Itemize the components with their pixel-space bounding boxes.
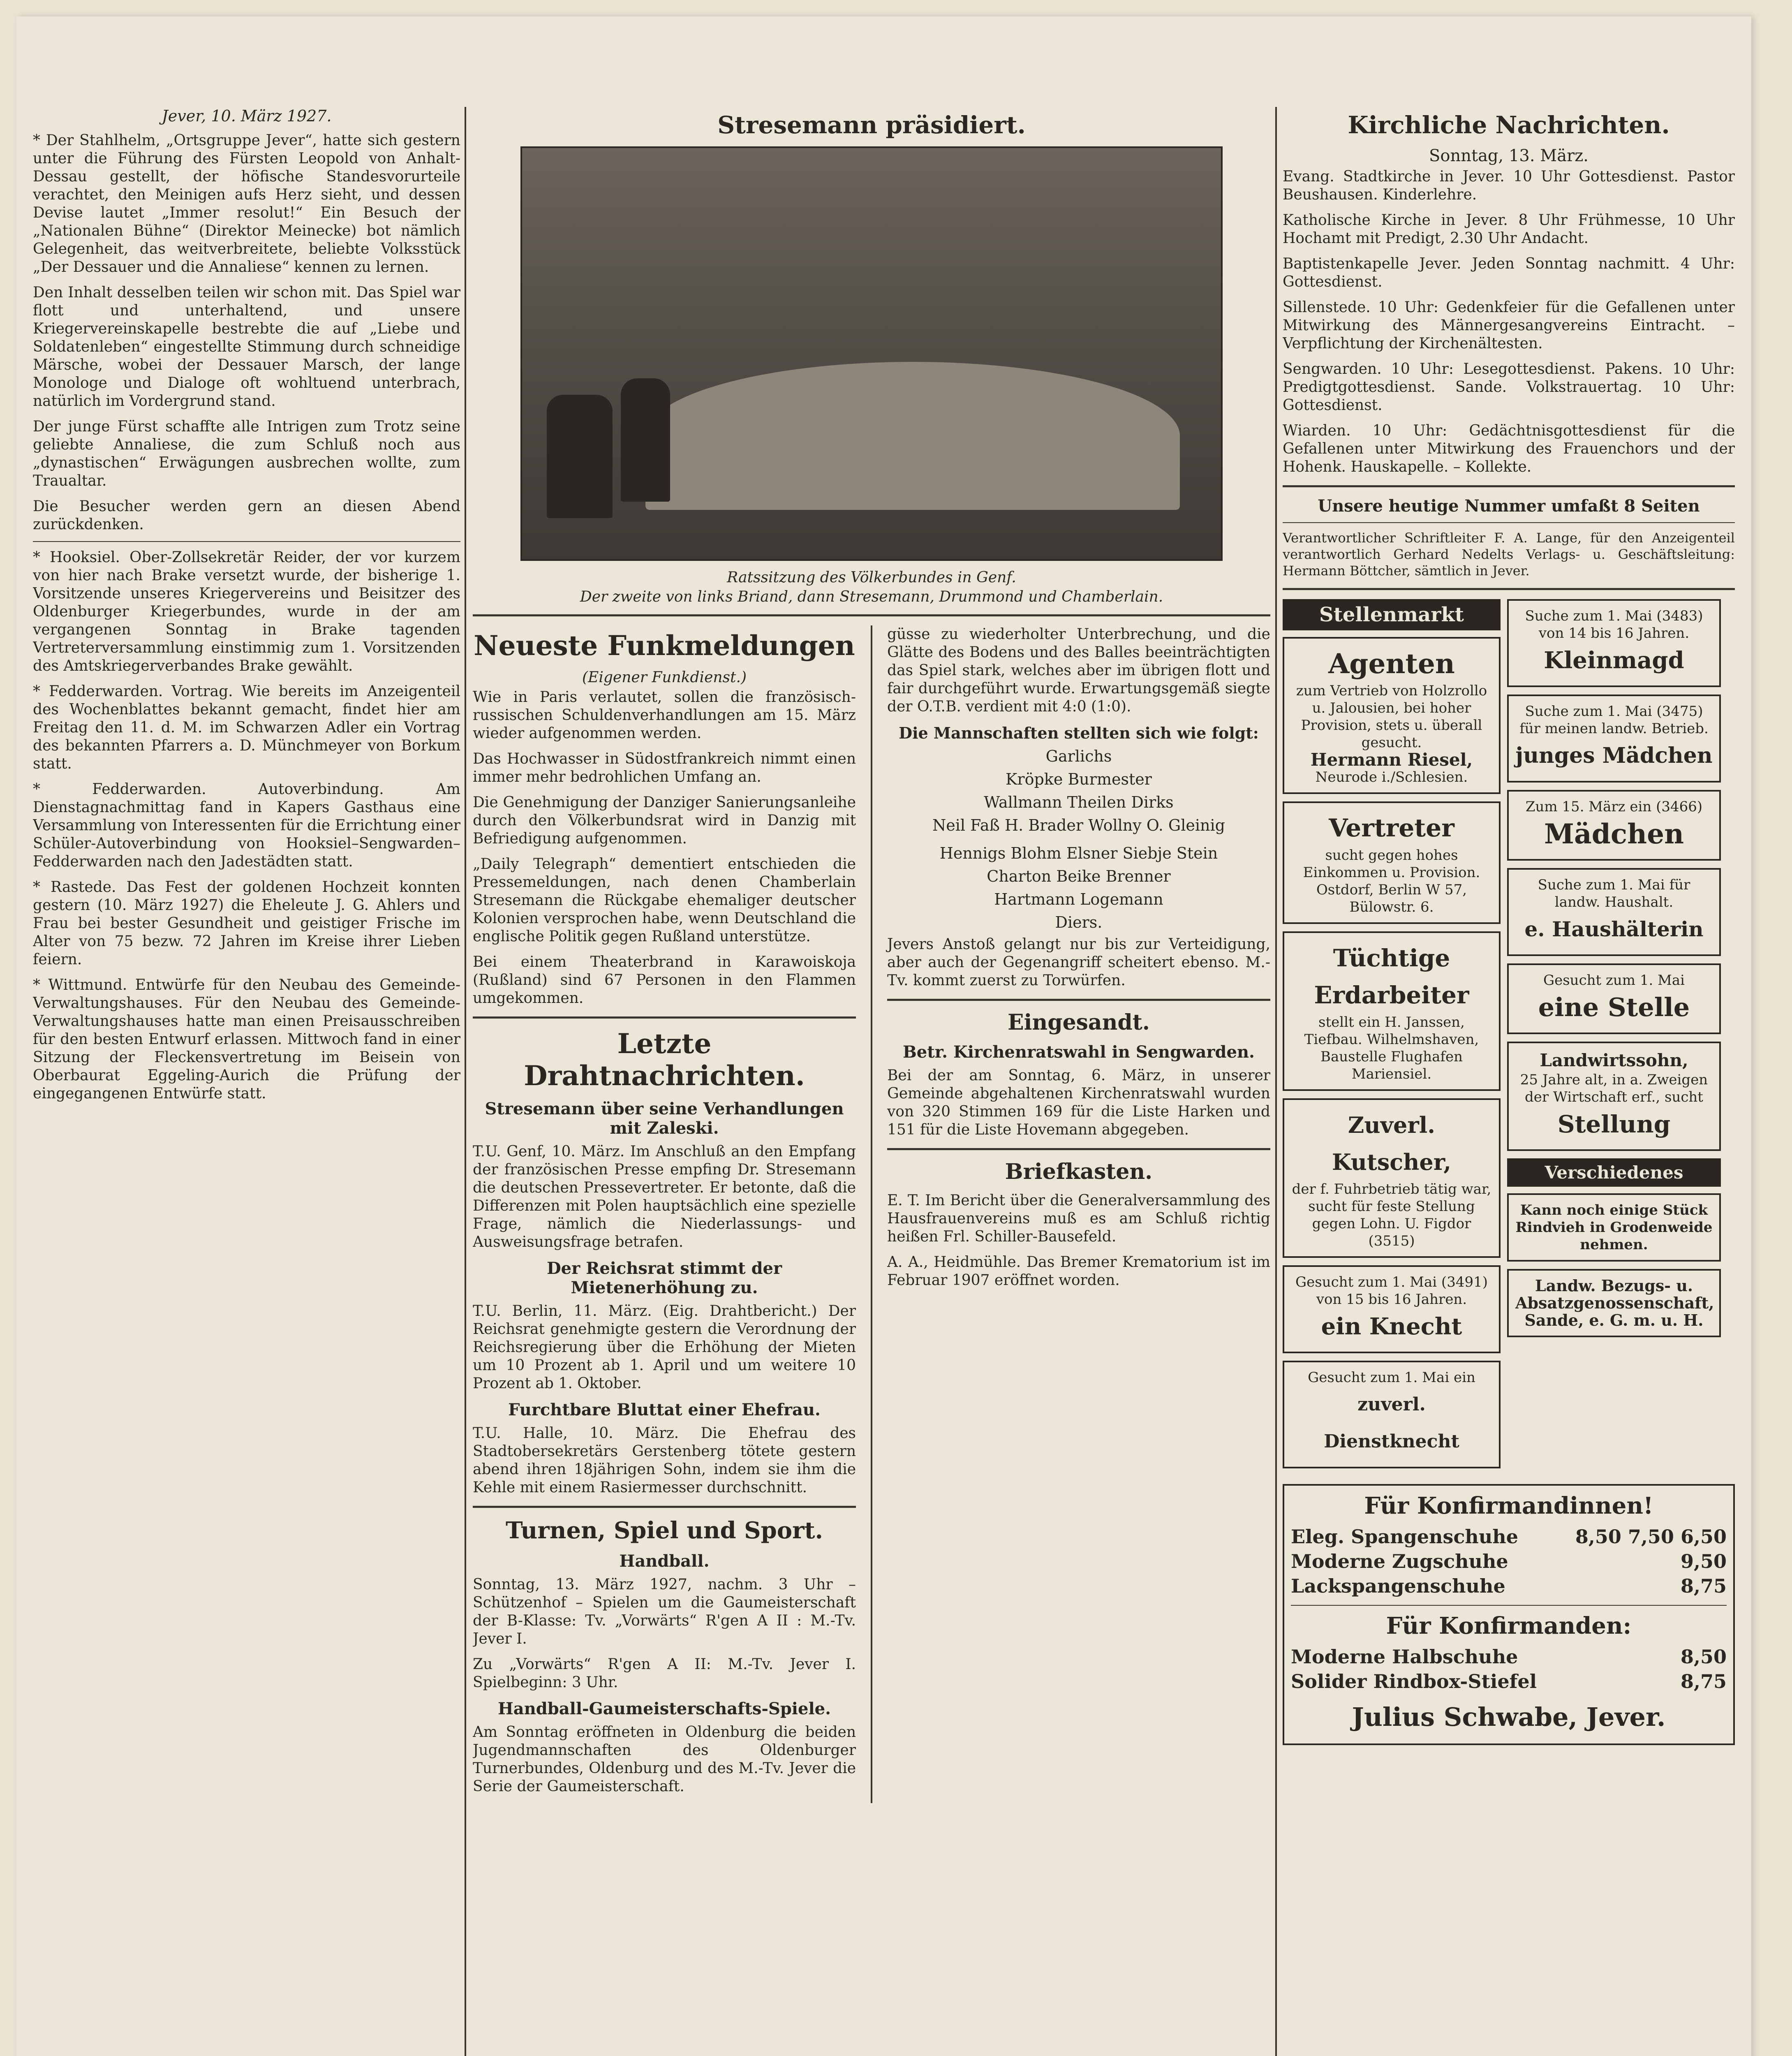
article-fedderwarden-auto: * Fedderwarden. Autoverbindung. Am Dienstagnachmittag fand in Kapers Gasthaus eine Versammlung von Interessenten für die Errichtung einer Schüler-Autoverbindung von Hooksiel–Sengwarden–Fedderwarden nach den Jadestädten statt.: [33, 781, 460, 870]
ad-text: Suche zum 1. Mai für landw. Haushalt.: [1538, 877, 1690, 910]
ad-heading: Tüchtige Erdarbeiter: [1314, 944, 1469, 1009]
konf-label: Moderne Zugschuhe: [1291, 1550, 1508, 1572]
imprint: Verantwortlicher Schriftleiter F. A. Lange, für den Anzeigenteil verantwortlich Gerhard Nedelts Verlags- u. Geschäftsleitung: Hermann Böttcher, sämtlich in Jever.: [1283, 530, 1735, 579]
ads-left: [1283, 599, 1501, 1476]
ad-knecht: [1283, 1265, 1501, 1353]
stellenmarkt-header: Stellenmarkt: [1283, 599, 1501, 630]
photo-chair: [621, 378, 670, 502]
konf2-row: [1291, 1644, 1727, 1669]
gau-item: Am Sonntag eröffneten in Oldenburg die beiden Jugendmannschaften des Oldenburger Turnerbundes, Oldenburg und des M.-Tv. Jever die Serie der Gaumeisterschaft.: [473, 1724, 856, 1795]
briefkasten-item: E. T. Im Bericht über die Generalversammlung des Hausfrauenvereins muß es am Schluß richtig heißen Frl. Schiller-Bausefeld.: [887, 1192, 1270, 1245]
ad-text: Landw. Bezugs- u. Absatzgenossenschaft, Sande, e. G. m. u. H.: [1515, 1276, 1714, 1329]
konf2-title: Für Konfirmanden:: [1386, 1612, 1632, 1639]
ad-heading: Landwirtssohn,: [1540, 1050, 1688, 1070]
photo-title: Stresemann präsidiert.: [717, 111, 1026, 139]
column-local-news: [33, 107, 460, 1110]
konf-price: 9,50: [1680, 1550, 1727, 1572]
ad-heading: Kleinmagd: [1544, 647, 1684, 674]
kirchliche-item: Wiarden. 10 Uhr: Gedächtnisgottesdienst für die Gefallenen unter Mitwirkung des Frauenchors und der Hohenk. Hauskapelle. – Kollekte.: [1283, 422, 1735, 475]
lineup-row: Wallmann Theilen Dirks: [984, 793, 1174, 811]
konf-row: [1291, 1574, 1727, 1598]
divider: [33, 541, 460, 542]
ad-text: Gesucht zum 1. Mai ein: [1308, 1369, 1475, 1386]
ad-erdarbeiter: [1283, 931, 1501, 1091]
ad-heading: eine Stelle: [1538, 992, 1690, 1022]
kirchliche-item: Katholische Kirche in Jever. 8 Uhr Frühmesse, 10 Uhr Hochamt mit Predigt, 2.30 Uhr Andacht.: [1283, 212, 1735, 247]
photo-table: [645, 362, 1180, 510]
ad-heading: Zuverl. Kutscher,: [1332, 1112, 1452, 1175]
bluttat-item: T.U. Halle, 10. März. Die Ehefrau des Stadtobersekretärs Gerstenberg tötete gestern abend ihren 18jährigen Sohn, indem sie ihm die Kehle mit einem Rasiermesser durchschnitt.: [473, 1425, 856, 1496]
article-stahlhelm-4: Die Besucher werden gern an diesen Abend zurückdenken.: [33, 498, 460, 533]
issue-pages-note: Unsere heutige Nummer umfaßt 8 Seiten: [1318, 496, 1700, 516]
subcolumn-rule: [871, 625, 872, 1803]
funk-title: Neueste Funkmeldungen: [474, 630, 855, 662]
article-stahlhelm-3: Der junge Fürst schaffte alle Intrigen zum Trotz seine geliebte Annaliese, die zum Schluß noch aus „dynastischen“ Erwägungen ausbrechen wollte, zum Traualtar.: [33, 418, 460, 489]
sport-title: Turnen, Spiel und Sport.: [506, 1517, 823, 1544]
konf-row: [1291, 1549, 1727, 1574]
ad-vertreter: [1283, 801, 1501, 924]
konf2-label: Solider Rindbox-Stiefel: [1291, 1670, 1537, 1692]
article-wittmund: * Wittmund. Entwürfe für den Neubau des Gemeinde-Verwaltungshauses. Für den Neubau des Gemeinde-Verwaltungshauses hatte man einen Preisausschreiben für den besten Entwurf erlassen. Mittwoch fand in einer Sitzung der Fleckensvertretung im Beisein von Oberbaurat Eggeling-Aurich die Prüfung der eingegangenen Entwürfe statt.: [33, 977, 460, 1102]
divider: [887, 999, 1270, 1001]
subcolumn-left: [473, 625, 856, 1803]
konf-price: 8,75: [1680, 1575, 1727, 1597]
column-right: [1283, 107, 1735, 1753]
ad-place: Neurode i./Schlesien.: [1315, 769, 1468, 785]
lineup-title: Die Mannschaften stellten sich wie folgt:: [899, 724, 1259, 742]
reichsrat-title: Der Reichsrat stimmt der Mietenerhöhung zu.: [546, 1259, 782, 1297]
subcolumn-right: [887, 625, 1270, 1803]
divider: [1283, 522, 1735, 523]
ads-area: [1283, 599, 1735, 1476]
ad-kleinmagd: [1507, 599, 1721, 687]
match-report-2: Jevers Anstoß gelangt nur bis zur Verteidigung, aber auch der Gegenangriff scheitert ebenso. M.-Tv. kommt zuerst zu Torwürfen.: [887, 936, 1270, 989]
funk-item: Bei einem Theaterbrand in Karawoiskoja (Rußland) sind 67 Personen in den Flammen umgekommen.: [473, 954, 856, 1007]
match-report: güsse zu wiederholter Unterbrechung, und die Glätte des Bodens und des Balles beeinträchtigten das Spiel stark, welches aber im übrigen flott und fair durchgeführt wurde. Erwartungsgemäß siegte der O.T.B. verdient mit 4:0 (1:0).: [887, 626, 1270, 715]
divider: [473, 1016, 856, 1019]
konf-row: [1291, 1524, 1727, 1549]
kirchliche-item: Sengwarden. 10 Uhr: Lesegottesdienst. Pakens. 10 Uhr: Predigtgottesdienst. Sande. Volkstrauertag. 10 Uhr: Gottesdienst.: [1283, 361, 1735, 414]
ad-heading: zuverl. Dienstknecht: [1324, 1394, 1459, 1452]
article-hooksiel: * Hooksiel. Ober-Zollsekretär Reider, der vor kurzem von hier nach Brake versetzt wurde, der bisherige 1. Vorsitzende unseres Kriegervereins und Beisitzer des Oldenburger Kriegerbundes, wurde in der am vergangenen Sonntag in Brake tagenden Vertreterversammlung einstimmig zum 1. Vorsitzenden des Amtskriegerverbandes Brake gewählt.: [33, 549, 460, 674]
ad-text: stellt ein H. Janssen, Tiefbau. Wilhelmshaven, Baustelle Flughafen Mariensiel.: [1304, 1014, 1479, 1082]
ad-heading: e. Haushälterin: [1524, 917, 1704, 941]
ad-text: Kann noch einige Stück Rindvieh in Grodenweide nehmen.: [1515, 1202, 1713, 1253]
sport-subtitle: Handball.: [619, 1551, 710, 1571]
draht-subtitle: Stresemann über seine Verhandlungen mit Zaleski.: [485, 1099, 844, 1138]
briefkasten-title: Briefkasten.: [1005, 1159, 1153, 1184]
kirchliche-title: Kirchliche Nachrichten.: [1348, 111, 1670, 139]
ad-dienstknecht: [1283, 1361, 1501, 1468]
photo-league-of-nations-session: [520, 146, 1223, 561]
kirchliche-item: Evang. Stadtkirche in Jever. 10 Uhr Gottesdienst. Pastor Beushausen. Kinderlehre.: [1283, 168, 1735, 203]
funk-item: Das Hochwasser in Südostfrankreich nimmt einen immer mehr bedrohlichen Umfang an.: [473, 750, 856, 785]
lineup-row: Hennigs Blohm Elsner Siebje Stein: [939, 844, 1218, 862]
ad-text: Gesucht zum 1. Mai (3491) von 15 bis 16 Jahren.: [1295, 1274, 1488, 1308]
divider: [1283, 485, 1735, 487]
bluttat-title: Furchtbare Bluttat einer Ehefrau.: [508, 1400, 821, 1419]
lineup-row: Kröpke Burmester: [1006, 770, 1152, 788]
ad-heading: junges Mädchen: [1515, 743, 1713, 768]
gau-title: Handball-Gaumeisterschafts-Spiele.: [497, 1699, 831, 1718]
column-rule-2: [1275, 107, 1277, 2056]
newspaper-page: [16, 16, 1751, 2056]
lineup-row: Garlichs: [1045, 747, 1112, 765]
article-stahlhelm: * Der Stahlhelm, „Ortsgruppe Jever“, hatte sich gestern unter die Führung des Fürsten Leopold von Anhalt-Dessau gestellt, der höfische Standesvorurteile verachtet, den Meinigen aufs Herz sieht, und dessen Devise lautet „Immer resolut!“ Ein Besuch der „Nationalen Bühne“ (Direktor Meinecke) bot nämlich Gelegenheit, das weitverbreitete, beliebte Volksstück „Der Dessauer und die Annaliese“ kennen zu lernen.: [33, 132, 460, 276]
ad-text: Suche zum 1. Mai (3483) von 14 bis 16 Jahren.: [1525, 608, 1703, 641]
shop-name: Julius Schwabe, Jever.: [1352, 1702, 1666, 1732]
column-rule-1: [465, 107, 466, 2056]
column-main: [473, 107, 1270, 1803]
dateline: Jever, 10. März 1927.: [162, 107, 332, 125]
ad-rindvieh: [1507, 1193, 1721, 1262]
lineup-row: Neil Faß H. Brader Wollny O. Gleinig: [932, 816, 1225, 834]
funk-item: Die Genehmigung der Danziger Sanierungsanleihe durch den Völkerbundsrat wird in Danzig mit Befriedigung aufgenommen.: [473, 794, 856, 847]
lineup-row: Diers.: [1055, 913, 1103, 931]
ad-landwirtssohn: [1507, 1042, 1721, 1151]
konf-title: Für Konfirmandinnen!: [1364, 1492, 1653, 1519]
photo-caption: Ratssitzung des Völkerbundes in Genf.: [727, 569, 1016, 586]
konf2-row: [1291, 1669, 1727, 1694]
article-fedderwarden-vortrag: * Fedderwarden. Vortrag. Wie bereits im Anzeigenteil des Wochenblattes bekannt gemacht, findet hier am Freitag den 11. d. M. im Schwarzen Adler ein Vortrag des bekannten Pfarrers a. D. Münchmeyer von Borkum statt.: [33, 683, 460, 772]
eingesandt-subtitle: Betr. Kirchenratswahl in Sengwarden.: [902, 1042, 1255, 1062]
main-two-columns: [473, 625, 1270, 1803]
ads-right: [1507, 599, 1721, 1476]
verschiedenes-header: Verschiedenes: [1507, 1158, 1721, 1187]
sport-item: Zu „Vorwärts“ R'gen A II: M.-Tv. Jever I. Spielbeginn: 3 Uhr.: [473, 1656, 856, 1691]
divider: [1291, 1605, 1727, 1606]
konf2-label: Moderne Halbschuhe: [1291, 1646, 1518, 1668]
photo-caption-2: Der zweite von links Briand, dann Stresemann, Drummond und Chamberlain.: [580, 588, 1163, 605]
funk-item: Wie in Paris verlautet, sollen die französisch-russischen Schuldenverhandlungen am 15. März wieder aufgenommen werden.: [473, 689, 856, 742]
ad-text: Zum 15. März ein (3466): [1525, 799, 1703, 815]
divider: [1283, 588, 1735, 590]
ad-text: Gesucht zum 1. Mai: [1543, 972, 1685, 989]
kirchliche-date: Sonntag, 13. März.: [1429, 146, 1589, 165]
ad-heading-2: Stellung: [1557, 1110, 1671, 1138]
lineup-row: Hartmann Logemann: [994, 890, 1163, 908]
ad-eine-stelle: [1507, 963, 1721, 1034]
ad-text: 25 Jahre alt, in a. Zweigen der Wirtschaft erf., sucht: [1520, 1072, 1708, 1105]
funk-subtitle: (Eigener Funkdienst.): [582, 669, 747, 686]
konf-label: Lackspangenschuhe: [1291, 1575, 1505, 1597]
ad-text: der f. Fuhrbetrieb tätig war, sucht für feste Stellung gegen Lohn. U. Figdor (3515): [1292, 1181, 1491, 1249]
ad-konfirmation: [1283, 1484, 1735, 1745]
sport-item: Sonntag, 13. März 1927, nachm. 3 Uhr – Schützenhof – Spielen um die Gaumeisterschaft der B-Klasse: Tv. „Vorwärts“ R'gen A II : M.-Tv. Jever I.: [473, 1576, 856, 1647]
draht-item: T.U. Genf, 10. März. Im Anschluß an den Empfang der französischen Presse empfing Dr. Stresemann die deutschen Pressevertreter. Er betonte, daß die Differenzen mit Polen hauptsächlich eine spezielle Frage, nämlich die Niederlassungs- und Ausweisungsfrage betrafen.: [473, 1143, 856, 1250]
konf2-price: 8,50: [1680, 1646, 1727, 1668]
konf-label: Eleg. Spangenschuhe: [1291, 1526, 1519, 1548]
konf2-price: 8,75: [1680, 1670, 1727, 1692]
ad-kutscher: [1283, 1098, 1501, 1258]
eingesandt-item: Bei der am Sonntag, 6. März, in unserer Gemeinde abgehaltenen Kirchenratswahl wurden von 320 Stimmen 169 für die Liste Harken und 151 für die Liste Hovemann abgegeben.: [887, 1067, 1270, 1138]
draht-title: Letzte Drahtnachrichten.: [524, 1028, 805, 1092]
ad-text: Suche zum 1. Mai (3475) für meinen landw. Betrieb.: [1519, 703, 1709, 737]
ad-heading: Vertreter: [1329, 814, 1454, 843]
ad-junges-maedchen: [1507, 695, 1721, 783]
ad-agenten: [1283, 637, 1501, 794]
ad-heading: Agenten: [1328, 648, 1455, 680]
kirchliche-item: Sillenstede. 10 Uhr: Gedenkfeier für die Gefallenen unter Mitwirkung des Männergesangvereins Eintracht. – Verpflichtung der Kirchenältesten.: [1283, 299, 1735, 352]
article-stahlhelm-2: Den Inhalt desselben teilen wir schon mit. Das Spiel war flott und unterhaltend, und unsere Kriegervereinskapelle bestrebte die auf „Liebe und Soldatenleben“ eingestellte Stimmung durch schneidige Märsche, wobei der Dessauer Marsch, der lange Monologe und Dialoge oft wohltuend unterbrach, natürlich im Vordergrund stand.: [33, 284, 460, 410]
funk-item: „Daily Telegraph“ dementiert entschieden die Pressemeldungen, nach denen Chamberlain Stresemann die Rückgabe ehemaliger deutscher Kolonien versprochen habe, wenn Deutschland die englische Politik gegen Rußland unterstütze.: [473, 856, 856, 945]
divider: [887, 1148, 1270, 1150]
article-rastede: * Rastede. Das Fest der goldenen Hochzeit konnten gestern (10. März 1927) die Eheleute J. G. Ahlers und Frau bei bester Gesundheit und geistiger Frische im Alter von 75 bezw. 72 Jahren im Kreise ihrer Lieben feiern.: [33, 879, 460, 968]
ad-name: Hermann Riesel,: [1310, 750, 1473, 770]
ad-maedchen: [1507, 790, 1721, 861]
photo-chair: [547, 395, 613, 518]
briefkasten-item: A. A., Heidmühle. Das Bremer Krematorium ist im Februar 1907 eröffnet worden.: [887, 1254, 1270, 1289]
lineup-row: Charton Beike Brenner: [987, 867, 1171, 885]
divider: [473, 1506, 856, 1508]
eingesandt-title: Eingesandt.: [1008, 1010, 1150, 1035]
konf-price: 8,50 7,50 6,50: [1575, 1526, 1727, 1548]
ad-heading: Mädchen: [1544, 818, 1684, 850]
ad-heading: ein Knecht: [1321, 1313, 1462, 1340]
ad-text: zum Vertrieb von Holzrollo u. Jalousien, bei hoher Provision, stets u. überall gesucht.: [1296, 683, 1487, 751]
divider: [473, 614, 1270, 616]
ad-haushaelterin: [1507, 868, 1721, 956]
kirchliche-item: Baptistenkapelle Jever. Jeden Sonntag nachmitt. 4 Uhr: Gottesdienst.: [1283, 255, 1735, 290]
reichsrat-item: T.U. Berlin, 11. März. (Eig. Drahtbericht.) Der Reichsrat genehmigte gestern die Verordnung der Reichsregierung über die Erhöhung der Mieten um 10 Prozent ab 1. April und um weitere 10 Prozent ab 1. Oktober.: [473, 1303, 856, 1392]
ad-text: sucht gegen hohes Einkommen u. Provision. Ostdorf, Berlin W 57, Bülowstr. 6.: [1303, 847, 1480, 915]
ad-genossenschaft: [1507, 1269, 1721, 1337]
